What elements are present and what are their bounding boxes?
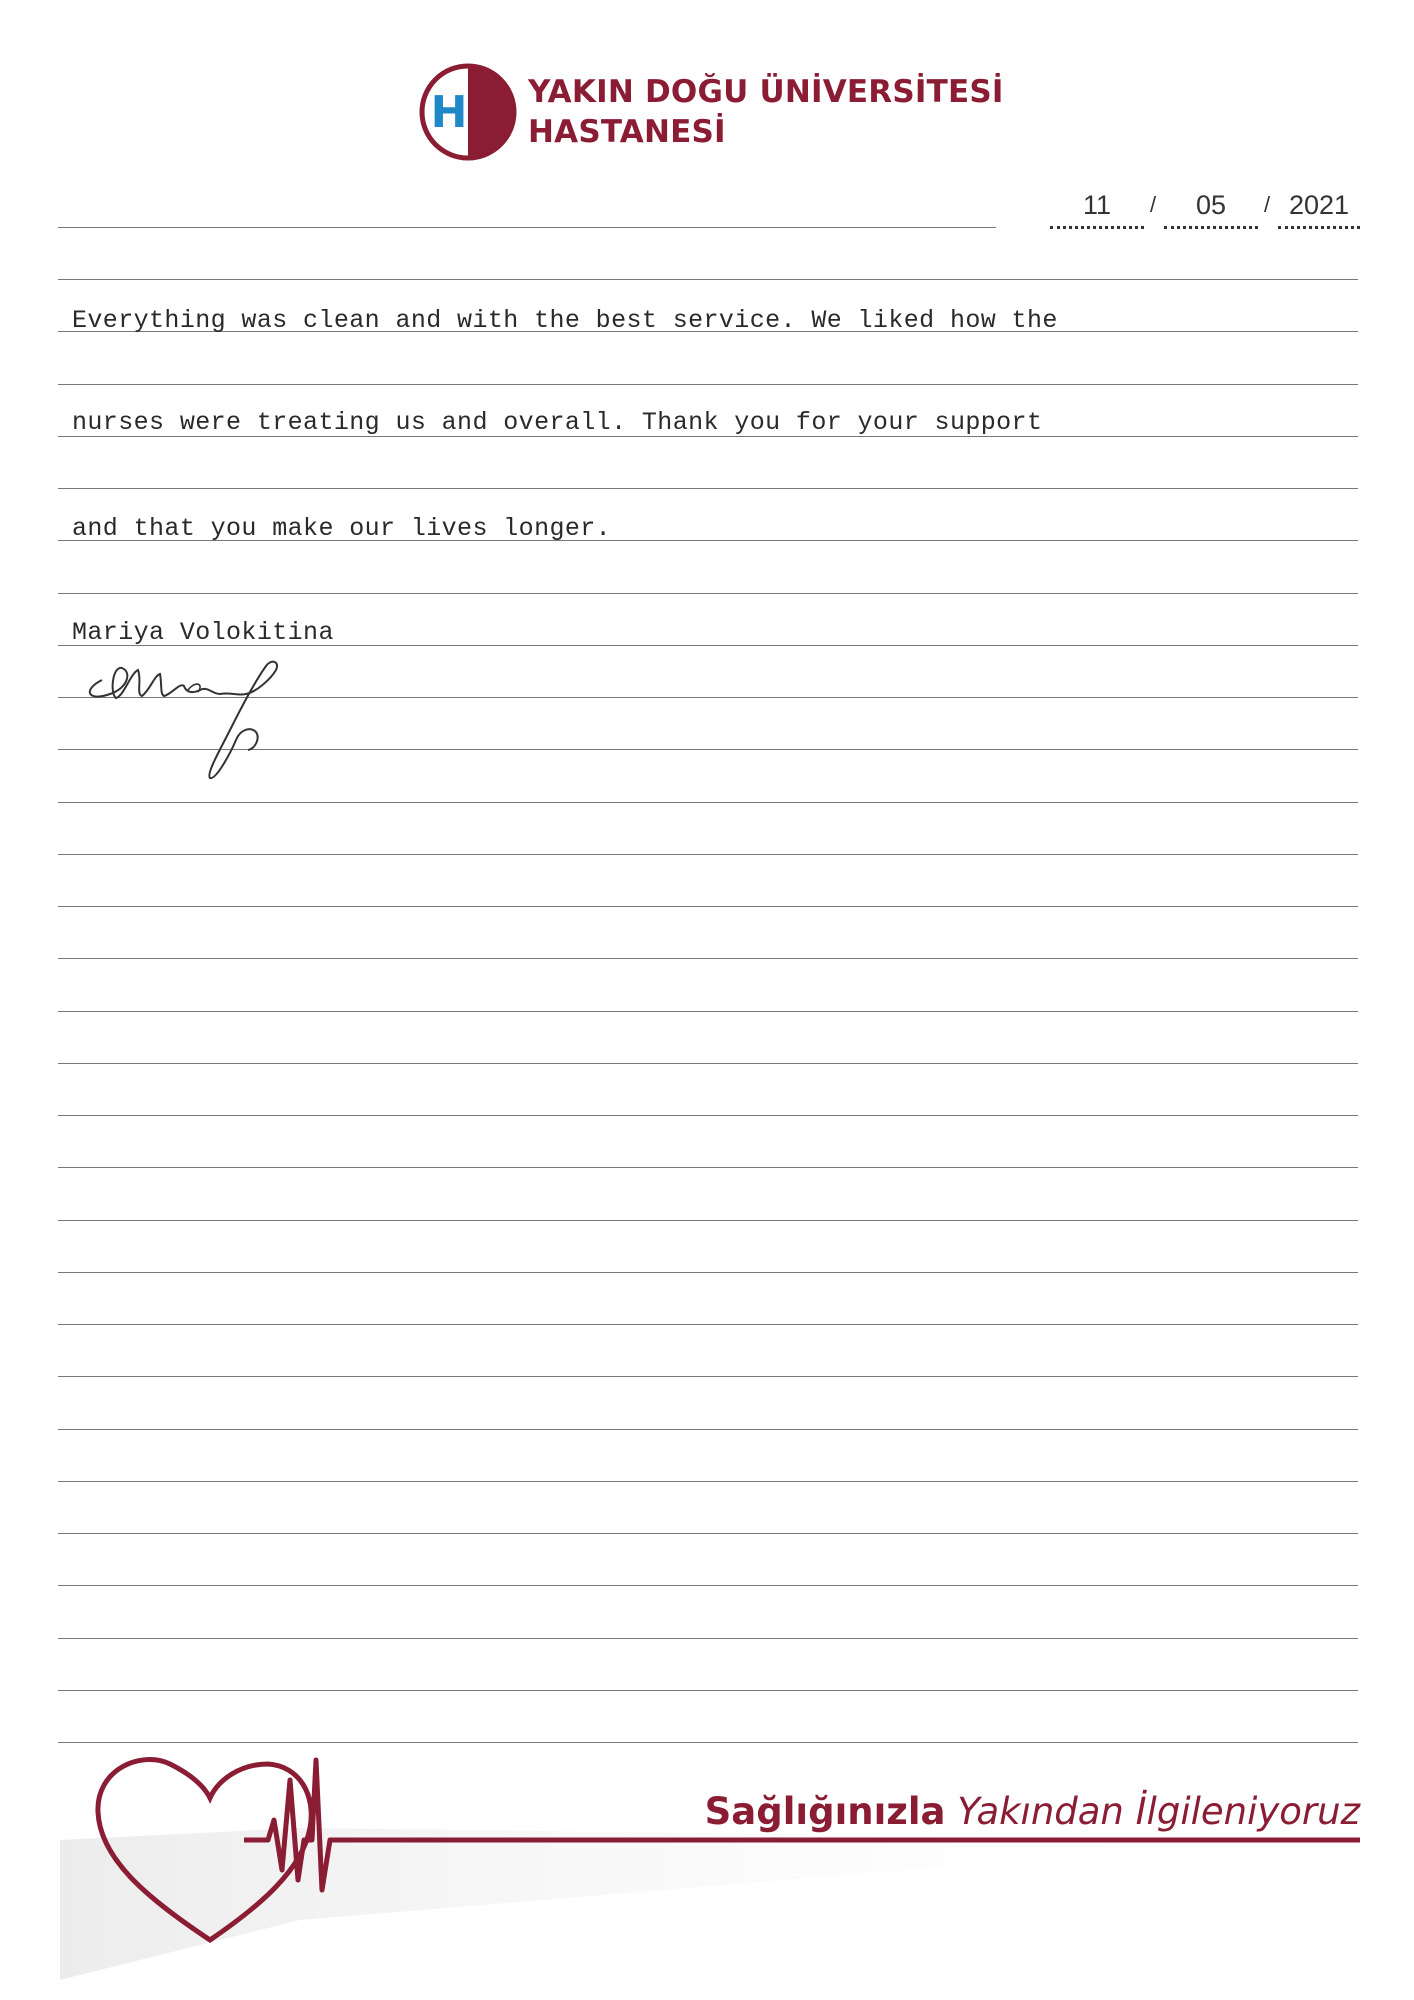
ruled-line [58, 1220, 1358, 1221]
ruled-line [58, 1481, 1358, 1482]
date-month: 05 [1164, 188, 1258, 229]
date-day: 11 [1050, 188, 1144, 229]
hospital-logo-icon [416, 60, 520, 164]
ruled-line [58, 1585, 1358, 1586]
ruled-line [58, 1376, 1358, 1377]
logo-letter: H [430, 87, 468, 138]
ruled-line [58, 1533, 1358, 1534]
ruled-line [58, 1167, 1358, 1168]
ruled-line [58, 384, 1358, 385]
ruled-line [58, 593, 1358, 594]
slogan-bold: Sağlığınızla [704, 1790, 946, 1833]
note-author: Mariya Volokitina [72, 618, 334, 647]
ruled-line [58, 1011, 1358, 1012]
note-line-3: and that you make our lives longer. [72, 514, 612, 543]
date-separator-1: / [1150, 192, 1157, 217]
hospital-name [528, 72, 1004, 152]
ruled-line-header [58, 227, 996, 228]
slogan-italic: Yakından İlgileniyoruz [957, 1790, 1360, 1833]
ruled-line [58, 279, 1358, 280]
heart-pulse-icon [0, 1720, 1414, 2000]
ruled-line [58, 488, 1358, 489]
date-separator-2: / [1264, 192, 1271, 217]
ruled-line [58, 1115, 1358, 1116]
ruled-line [58, 1324, 1358, 1325]
ruled-line [58, 1063, 1358, 1064]
ruled-line [58, 1638, 1358, 1639]
signature-icon [80, 650, 310, 790]
date-year: 2021 [1278, 188, 1360, 229]
ruled-line [58, 1272, 1358, 1273]
ruled-line [58, 958, 1358, 959]
hospital-name-line2: HASTANESİ [528, 114, 726, 150]
footer-slogan [705, 1790, 1360, 1833]
ruled-line [58, 802, 1358, 803]
ruled-line [58, 1690, 1358, 1691]
note-line-2: nurses were treating us and overall. Thank you for your support [72, 408, 1043, 437]
ruled-line [58, 906, 1358, 907]
note-line-1: Everything was clean and with the best service. We liked how the [72, 306, 1058, 335]
ruled-line [58, 1429, 1358, 1430]
ruled-line [58, 854, 1358, 855]
hospital-name-line1: YAKIN DOĞU ÜNİVERSİTESİ [528, 74, 1004, 110]
date-field [1050, 188, 1360, 228]
